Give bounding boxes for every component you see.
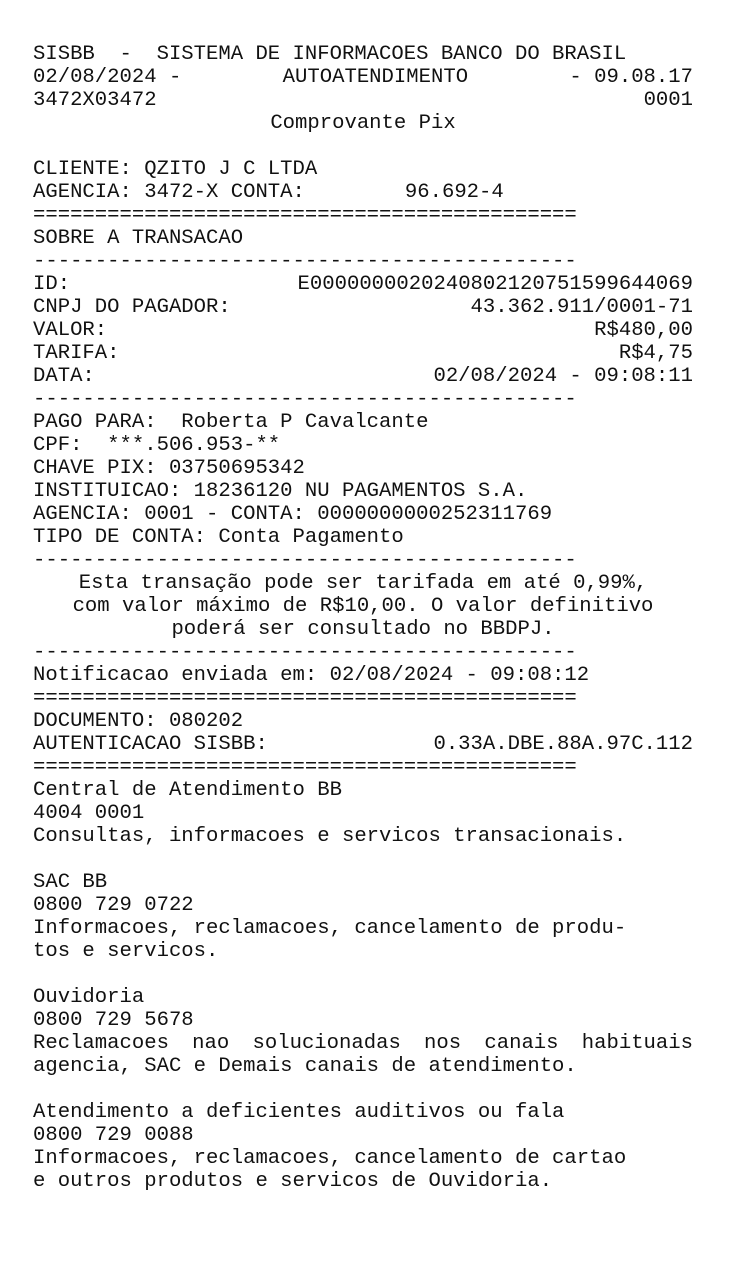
transaction-section-title: SOBRE A TRANSACAO bbox=[33, 227, 244, 250]
transaction-id-label: ID: bbox=[33, 273, 71, 296]
payee-account: AGENCIA: 0001 - CONTA: 0000000000252311769 bbox=[33, 503, 553, 526]
spacer bbox=[33, 135, 693, 158]
deficientes-desc-2: e outros produtos e servicos de Ouvidoria. bbox=[33, 1170, 553, 1193]
notice-line-1 bbox=[33, 572, 693, 595]
central-desc: Consultas, informacoes e servicos transacionais. bbox=[33, 825, 627, 848]
notification-line bbox=[33, 664, 693, 687]
header-line-3 bbox=[33, 89, 693, 112]
deficientes-desc-line-2 bbox=[33, 1170, 693, 1193]
date-line bbox=[33, 365, 693, 388]
transaction-section-title-line bbox=[33, 227, 693, 250]
ouvidoria-title: Ouvidoria bbox=[33, 986, 145, 1009]
ouvidoria-phone: 0800 729 5678 bbox=[33, 1009, 194, 1032]
sac-desc-line-2 bbox=[33, 940, 693, 963]
document-line bbox=[33, 710, 693, 733]
pix-receipt bbox=[33, 43, 693, 1193]
fee-line bbox=[33, 342, 693, 365]
sac-phone-line bbox=[33, 894, 693, 917]
spacer bbox=[33, 963, 693, 986]
notice-line-2 bbox=[33, 595, 693, 618]
receipt-title: Comprovante Pix bbox=[270, 112, 456, 135]
single-rule: -------------------------------------------- bbox=[33, 549, 577, 572]
central-title-line bbox=[33, 779, 693, 802]
authentication-label: AUTENTICACAO SISBB: bbox=[33, 733, 268, 756]
header-date: 02/08/2024 - bbox=[33, 66, 182, 89]
institution: INSTITUICAO: 18236120 NU PAGAMENTOS S.A. bbox=[33, 480, 528, 503]
client-account: 96.692-4 bbox=[404, 181, 504, 204]
central-phone: 4004 0001 bbox=[33, 802, 145, 825]
spacer bbox=[33, 1078, 693, 1101]
client-name: CLIENTE: QZITO J C LTDA bbox=[33, 158, 318, 181]
authentication-line bbox=[33, 733, 693, 756]
sac-desc-line-1 bbox=[33, 917, 693, 940]
fee-label: TARIFA: bbox=[33, 342, 120, 365]
header-seq: 0001 bbox=[643, 89, 693, 112]
ouvidoria-title-line bbox=[33, 986, 693, 1009]
header-line-1 bbox=[33, 43, 693, 66]
institution-line bbox=[33, 480, 693, 503]
header-terminal: 3472X03472 bbox=[33, 89, 157, 112]
payee-name-line bbox=[33, 411, 693, 434]
payee-cpf-line bbox=[33, 434, 693, 457]
payee-name: PAGO PARA: Roberta P Cavalcante bbox=[33, 411, 429, 434]
central-title: Central de Atendimento BB bbox=[33, 779, 342, 802]
document-number: DOCUMENTO: 080202 bbox=[33, 710, 244, 733]
ouvidoria-desc: Reclamacoes nao solucionadas nos canais habituais agencia, SAC e Demais canais de atendimento. bbox=[33, 1032, 693, 1078]
sac-desc-1: Informacoes, reclamacoes, cancelamento de produ- bbox=[33, 917, 627, 940]
single-rule: -------------------------------------------- bbox=[33, 388, 577, 411]
sac-phone: 0800 729 0722 bbox=[33, 894, 194, 917]
payer-cnpj-value: 43.362.911/0001-71 bbox=[470, 296, 693, 319]
payee-account-line bbox=[33, 503, 693, 526]
transaction-id-value: E0000000020240802120751599644069 bbox=[297, 273, 693, 296]
central-desc-line bbox=[33, 825, 693, 848]
payer-cnpj-label: CNPJ DO PAGADOR: bbox=[33, 296, 231, 319]
deficientes-phone: 0800 729 0088 bbox=[33, 1124, 194, 1147]
notice-text-1: Esta transação pode ser tarifada em até 0,99%, bbox=[78, 572, 648, 595]
client-line bbox=[33, 158, 693, 181]
sac-title: SAC BB bbox=[33, 871, 108, 894]
client-account-line bbox=[33, 181, 693, 204]
notice-text-2: com valor máximo de R$10,00. O valor definitivo bbox=[72, 595, 654, 618]
header-service: AUTOATENDIMENTO bbox=[282, 66, 469, 89]
notice-text-3: poderá ser consultado no BBDPJ. bbox=[171, 618, 555, 641]
single-rule: -------------------------------------------- bbox=[33, 641, 577, 664]
date-value: 02/08/2024 - 09:08:11 bbox=[433, 365, 693, 388]
central-phone-line bbox=[33, 802, 693, 825]
spacer bbox=[33, 848, 693, 871]
double-rule: ============================================ bbox=[33, 687, 577, 710]
double-rule: ============================================ bbox=[33, 756, 577, 779]
amount-label: VALOR: bbox=[33, 319, 108, 342]
sac-title-line bbox=[33, 871, 693, 894]
pix-key: CHAVE PIX: 03750695342 bbox=[33, 457, 305, 480]
deficientes-title: Atendimento a deficientes auditivos ou fala bbox=[33, 1101, 565, 1124]
payer-cnpj-line bbox=[33, 296, 693, 319]
receipt-title-line bbox=[33, 112, 693, 135]
notification-text: Notificacao enviada em: 02/08/2024 - 09:08:12 bbox=[33, 664, 590, 687]
account-type-line bbox=[33, 526, 693, 549]
fee-value: R$4,75 bbox=[618, 342, 693, 365]
authentication-value: 0.33A.DBE.88A.97C.112 bbox=[433, 733, 693, 756]
deficientes-desc-line-1 bbox=[33, 1147, 693, 1170]
deficientes-phone-line bbox=[33, 1124, 693, 1147]
header-time: - 09.08.17 bbox=[569, 66, 693, 89]
sac-desc-2: tos e servicos. bbox=[33, 940, 219, 963]
date-label: DATA: bbox=[33, 365, 95, 388]
ouvidoria-phone-line bbox=[33, 1009, 693, 1032]
double-rule: ============================================ bbox=[33, 204, 577, 227]
payee-cpf: CPF: ***.506.953-** bbox=[33, 434, 281, 457]
header-line-2 bbox=[33, 66, 693, 89]
amount-line bbox=[33, 319, 693, 342]
single-rule: -------------------------------------------- bbox=[33, 250, 577, 273]
transaction-id-line bbox=[33, 273, 693, 296]
deficientes-title-line bbox=[33, 1101, 693, 1124]
pix-key-line bbox=[33, 457, 693, 480]
client-agency: AGENCIA: 3472-X CONTA: bbox=[33, 181, 305, 204]
amount-value: R$480,00 bbox=[594, 319, 693, 342]
deficientes-desc-1: Informacoes, reclamacoes, cancelamento de cartao bbox=[33, 1147, 627, 1170]
account-type: TIPO DE CONTA: Conta Pagamento bbox=[33, 526, 404, 549]
header-system-title: SISBB - SISTEMA DE INFORMACOES BANCO DO BRASIL bbox=[33, 43, 627, 66]
notice-line-3 bbox=[33, 618, 693, 641]
